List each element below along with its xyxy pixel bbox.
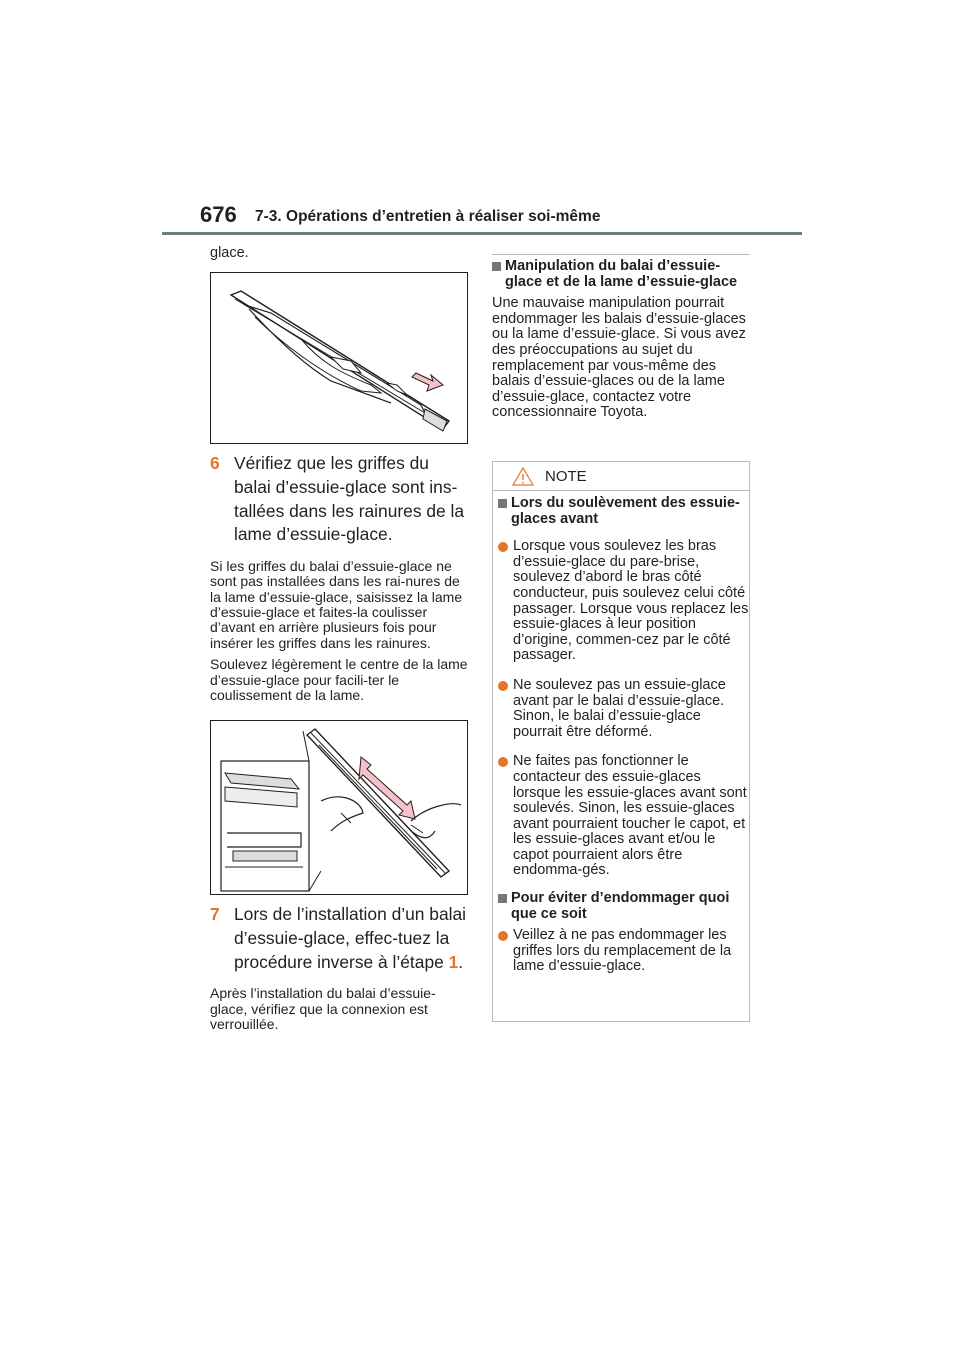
header-rule: [162, 232, 802, 235]
step-7-text: Lors de l’installation d’un balai d’essuie-glace, effec-tuez la procédure inverse à l’étape: [234, 904, 467, 972]
step-7-text-end: .: [458, 951, 464, 972]
step-6-text: Vérifiez que les griffes du balai d’essuie-glace sont ins-tallées dans les rainures de la lame d’essuie-glace.: [234, 453, 465, 545]
note-box: [492, 461, 750, 1022]
left-column: [210, 240, 470, 1032]
page-header: [200, 202, 802, 242]
square-bullet-icon: [492, 262, 501, 271]
step-6: [210, 452, 470, 546]
page-number: 676: [200, 202, 237, 227]
note-bullet-2: Ne soulevez pas un essuie-glace avant par le balai d’essuie-glace. Sinon, le balai d’essuie-glace pourrait être déformé.: [498, 678, 749, 740]
paragraph-griffes: Si les griffes du balai d’essuie-glace ne sont pas installées dans les rai-nures de la lame d’essuie-glace, saisissez la lame d’essuie-glace et faites-la coulisser d’avant en arrière plusieurs fois pour insérer les griffes dans les rainures.: [210, 557, 463, 651]
square-bullet-icon: [498, 894, 507, 903]
note-heading-eviter: Pour éviter d’endommager quoi que ce soit: [498, 891, 749, 922]
step-6-number: 6: [210, 453, 220, 474]
right-column: [492, 240, 750, 421]
square-bullet-icon: [498, 499, 507, 508]
step-7-number: 7: [210, 904, 220, 925]
dot-bullet-icon: [498, 757, 508, 767]
note-header: [493, 462, 749, 491]
note-heading-soulevement: Lors du soulèvement des essuie-glaces avant: [498, 496, 749, 527]
section-title: 7-3. Opérations d’entretien à réaliser soi-même: [255, 208, 601, 225]
paragraph-apres-installation: Après l’installation du balai d’essuie-glace, vérifiez que la connexion est verrouillée.: [210, 985, 436, 1033]
note-bullet-4: Veillez à ne pas endommager les griffes lors du remplacement de la lame d’essuie-glace.: [498, 928, 749, 975]
dot-bullet-icon: [498, 681, 508, 691]
intro-fragment: glace.: [210, 245, 249, 261]
warning-triangle-icon: [512, 467, 534, 486]
step-7-ref: 1: [448, 951, 459, 972]
note-bullet-3: Ne faites pas fonctionner le contacteur des essuie-glaces lorsque les essuie-glaces avant sont soulevés. Sinon, les essuie-glaces avant pourraient toucher le capot, et les essuie-glaces avant et/ou le capot pourraient alors être endomma-gés.: [498, 754, 749, 879]
figure-blade-insertion: [210, 720, 468, 895]
dot-bullet-icon: [498, 931, 508, 941]
figure-wiper-blade-slide: [210, 272, 468, 444]
note-bullet-1: Lorsque vous soulevez les bras d’essuie-glace du pare-brise, soulevez d’abord le bras côté conducteur, puis soulevez celui côté passager. Lorsque vous replacez les essuie-glaces à leur position d’origine, commen-cez par le côté passager.: [498, 539, 749, 664]
dot-bullet-icon: [498, 542, 508, 552]
paragraph-manipulation: Une mauvaise manipulation pourrait endommager les balais d’essuie-glaces ou la lame d’essuie-glace. Si vous avez des préoccupations au sujet du remplacement par vous-même des balais d’essuie-glaces ou de la lame d’essuie-glace, contactez votre concessionnaire Toyota.: [492, 295, 746, 421]
heading-manipulation: Manipulation du balai d’essuie-glace et de la lame d’essuie-glace: [492, 259, 750, 290]
wiper-blade-illustration: [211, 273, 468, 444]
note-label: NOTE: [545, 468, 587, 485]
note-body: [493, 491, 749, 975]
step-7: [210, 903, 470, 974]
paragraph-soulevez: Soulevez légèrement le centre de la lame d’essuie-glace pour facili-ter le coulissement de la lame.: [210, 656, 468, 704]
blade-insertion-illustration: [211, 721, 468, 895]
